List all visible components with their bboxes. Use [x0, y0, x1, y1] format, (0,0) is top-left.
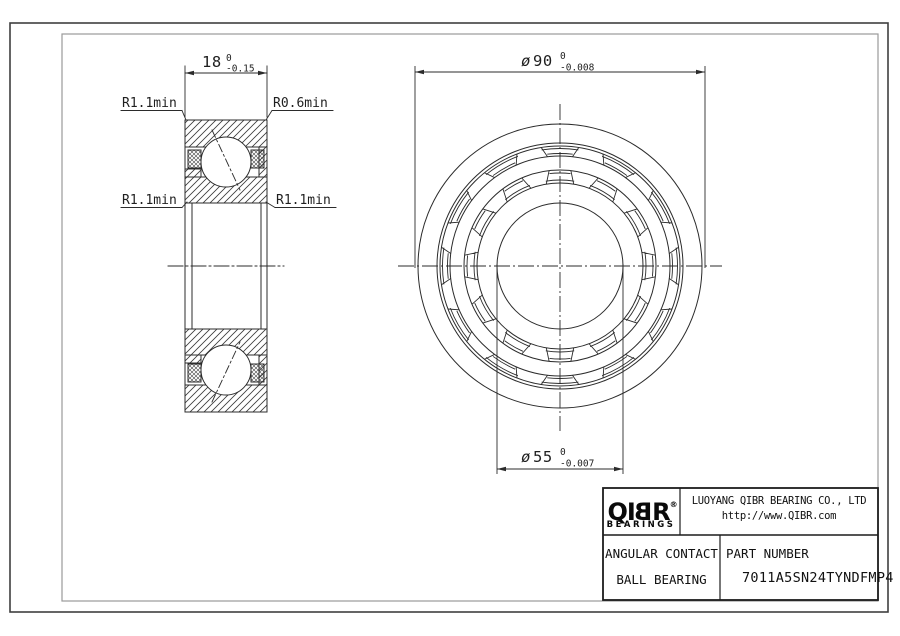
width-tolerance-lower: -0.15 [226, 63, 255, 75]
logo-text-post: R [652, 498, 670, 526]
arrow-right-icon [614, 467, 623, 472]
width-tolerance-upper: 0 [226, 53, 232, 64]
part-number-label: PART NUMBER [726, 546, 809, 561]
ball-upper [201, 137, 251, 187]
ball-lower [201, 345, 251, 395]
arrow-right-icon [696, 70, 705, 75]
cage-block-lower-left [188, 364, 201, 382]
od-tolerance-lower: -0.008 [560, 62, 595, 74]
logo-subtitle: BEARINGS [606, 520, 676, 530]
arrow-left-icon [497, 467, 506, 472]
radius-label-mid-left: R1.1min [122, 193, 177, 208]
company-website: http://www.QIBR.com [721, 510, 837, 522]
width-dimension-value: 18 [202, 53, 222, 71]
width-dimension [185, 53, 267, 117]
part-number-value: 7011A5SN24TYNDFMP4 [742, 570, 894, 586]
lower-half-section [185, 329, 267, 412]
product-cell [604, 541, 719, 593]
arrow-left-icon [185, 71, 194, 76]
company-name: LUOYANG QIBR BEARING CO., LTD [691, 495, 867, 507]
logo-text-mirrored-b: B [634, 498, 653, 526]
radius-label-top-right: R0.6min [273, 96, 328, 111]
company-cell [681, 494, 877, 524]
product-line2: BALL BEARING [616, 572, 707, 587]
cross-section-view [121, 53, 336, 412]
arrow-left-icon [415, 70, 424, 75]
logo-text-pre: QI [607, 498, 635, 526]
front-view [398, 51, 722, 474]
upper-half-section [185, 120, 267, 203]
radius-label-top-left: R1.1min [122, 96, 177, 111]
bore-dimension-value: 55 [533, 448, 553, 466]
cage-block-upper-right [251, 150, 264, 168]
registered-mark: ® [669, 500, 678, 509]
arrow-right-icon [258, 71, 267, 76]
product-line1: ANGULAR CONTACT [605, 546, 718, 561]
od-dimension-value: 90 [533, 52, 553, 70]
bore-tolerance-upper: 0 [560, 447, 566, 458]
inner-ring-shoulder-upper [185, 169, 201, 177]
od-tolerance-upper: 0 [560, 51, 566, 62]
inner-ring-shoulder-lower [185, 355, 201, 363]
radius-label-mid-right: R1.1min [276, 193, 331, 208]
cage-block-lower-right [251, 364, 264, 382]
bore-diameter-symbol: ø [521, 448, 531, 466]
cage-block-upper-left [188, 150, 201, 168]
bore-tolerance-lower: -0.007 [560, 458, 595, 470]
od-diameter-symbol: ø [521, 52, 531, 70]
